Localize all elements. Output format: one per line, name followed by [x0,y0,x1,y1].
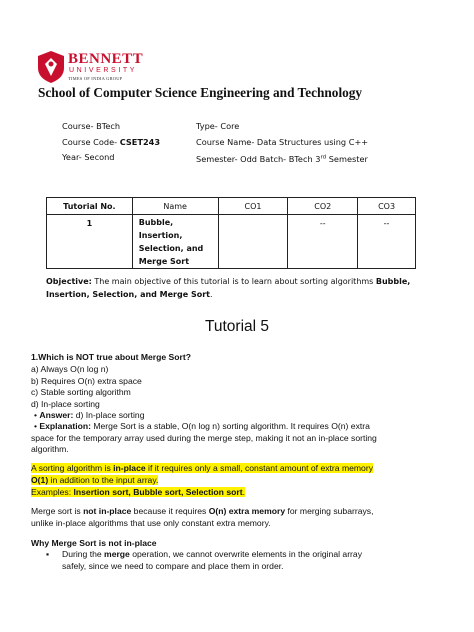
table-header: Name [132,198,218,215]
table-header: Tutorial No. [47,198,133,215]
explanation-label: Explanation: [39,421,91,431]
merge-text: because it requires [131,506,209,516]
answer-line [31,410,144,422]
answer-text: d) In-place sorting [73,410,145,420]
why-bullet-line2: safely, since we need to compare and place them in order. [62,561,284,571]
semester-label [196,154,368,164]
why-title: Why Merge Sort is not in-place [31,538,157,548]
option-a: a) Always O(n log n) [31,364,109,374]
name-line: Merge Sort [138,257,190,266]
objective-text: The main objective of this tutorial is to learn about sorting algorithms [91,277,376,286]
merge-text: for merging subarrays, [285,506,374,516]
bennett-emblem-icon [36,50,66,84]
logo-group: TIMES OF INDIA GROUP [68,76,123,81]
why-bullet-text [62,549,362,561]
objective-bold: Bubble, [375,277,411,286]
highlight-text: A sorting algorithm is [31,463,114,473]
course-label: Course- BTech [62,121,121,131]
course-code-label: Course Code- [62,137,120,147]
logo-name: BENNETT [68,51,144,67]
table-cell-co2: -- [288,215,358,269]
inplace-note-line1 [31,463,373,475]
highlight-text: Examples: [31,487,74,497]
highlight-text: if it requires only a small, constant amount of extra memory [145,463,373,473]
inplace-note-line3 [31,487,245,499]
question-title: 1.Which is NOT true about Merge Sort? [31,352,191,362]
year-label: Year- Second [62,152,115,162]
inplace-note-line2 [31,475,158,487]
bullet-icon: • [34,421,38,431]
name-line: Bubble, Insertion, [138,218,183,240]
highlight-text: in addition to the input array. [48,475,159,485]
why-text: operation, we cannot overwrite elements in the original array [129,549,362,559]
objective-label: Objective: [46,277,92,286]
course-code-value: CSET243 [119,137,161,147]
why-bullet [46,549,49,561]
tutorial-heading: Tutorial 5 [204,318,270,335]
table-cell-no: 1 [47,215,133,269]
course-name-value: Data Structures using C++ [256,137,369,147]
school-title: School of Computer Science Engineering and Technology [38,85,363,100]
explanation-text: space for the temporary array used during the merge step, making it not an in-place sorting [31,433,377,443]
bullet-icon: • [34,410,38,420]
course-name [196,137,368,147]
answer-label: Answer: [39,410,74,420]
explanation-line [31,421,370,433]
table-row [47,215,416,269]
table-header: CO2 [288,198,358,215]
merge-bold: not in-place [83,506,132,516]
semester-sup: rd [320,154,327,161]
why-bold: merge [104,549,130,559]
highlight-text: . [242,487,245,497]
explanation-text: algorithm. [31,444,69,454]
table-header: CO3 [358,198,416,215]
highlight-bold: Insertion sort, Bubble sort, Selection sort [73,487,243,497]
table-cell-co1 [218,215,288,269]
table-header-row [47,198,416,215]
name-line: Selection, and [138,244,204,253]
course-code [62,137,160,147]
merge-bold: O(n) extra memory [208,506,286,516]
highlight-bold: O(1) [31,475,49,485]
option-b: b) Requires O(n) extra space [31,376,142,386]
logo-subtitle: UNIVERSITY [69,67,138,74]
objective-end: . [209,290,213,299]
objective-paragraph [46,275,436,301]
objective-bold: Insertion, Selection, and Merge Sort [46,290,210,299]
bullet-icon: ▪ [46,549,50,559]
table-cell-co3: -- [358,215,416,269]
highlight-bold: in-place [113,463,146,473]
merge-note-line1 [31,506,373,518]
merge-note-line2: unlike in-place algorithms that use only constant extra memory. [31,518,271,528]
table-cell-name [132,215,218,269]
course-name-label: Course Name- [196,137,257,147]
option-c: c) Stable sorting algorithm [31,387,131,397]
option-d: d) In-place sorting [31,399,100,409]
merge-text: Merge sort is [31,506,84,516]
table-header: CO1 [218,198,288,215]
type-label: Type- Core [196,121,240,131]
explanation-text: Merge Sort is a stable, O(n log n) sorting algorithm. It requires O(n) extra [90,421,370,431]
tutorial-table [46,197,416,269]
semester-prefix: Semester- Odd Batch- BTech 3 [196,154,321,164]
why-text: During the [62,549,105,559]
semester-suffix: Semester [326,154,368,164]
